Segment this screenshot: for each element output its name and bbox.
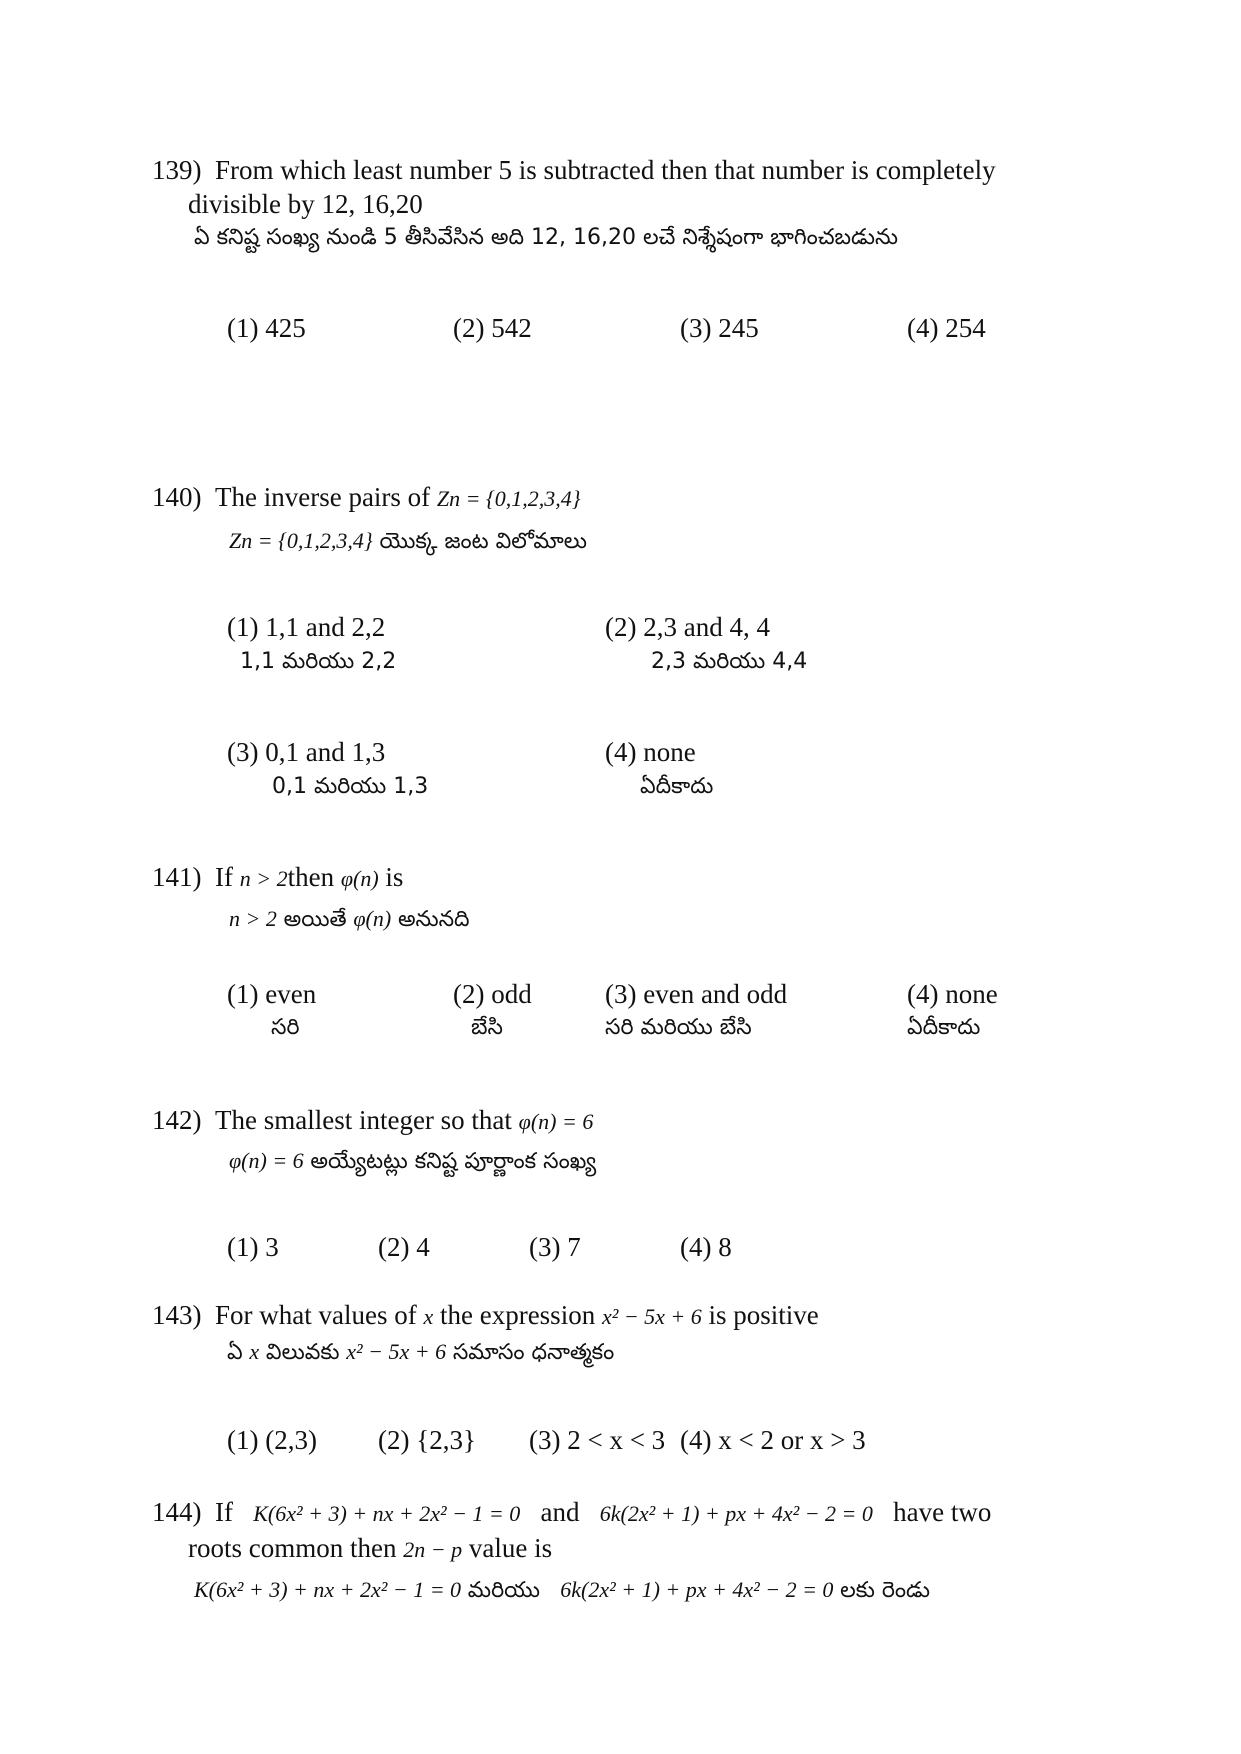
- option-2-telugu: బేసి: [471, 1015, 503, 1040]
- question-number: 144): [152, 1497, 202, 1527]
- option-3-telugu: 0,1 మరియు 1,3: [272, 774, 429, 799]
- math: φ(n) = 6: [518, 1109, 594, 1134]
- option-2[interactable]: (2) {2,3}: [378, 1425, 476, 1455]
- question-number: 142): [152, 1105, 202, 1135]
- option-4[interactable]: (4) none: [907, 979, 998, 1009]
- question-number: 141): [152, 862, 202, 892]
- question-text-telugu: [227, 1334, 614, 1369]
- question-text: The smallest integer so that: [215, 1105, 512, 1135]
- text: is positive: [708, 1300, 819, 1330]
- question-text-telugu: [229, 523, 587, 558]
- telugu-text: యొక్క జంట విలోమాలు: [379, 529, 587, 554]
- option-1[interactable]: (1) (2,3): [227, 1425, 317, 1455]
- text: For what values of: [215, 1300, 417, 1330]
- telugu-text: సమాసం ధనాత్మకం: [452, 1340, 615, 1365]
- telugu-text: విలువకు: [265, 1340, 340, 1365]
- question-number: 139): [152, 155, 202, 185]
- option-4[interactable]: (4) none: [605, 737, 696, 767]
- question-number: 143): [152, 1300, 202, 1330]
- math: Zn = {0,1,2,3,4}: [229, 528, 373, 553]
- option-3[interactable]: (3) 2 < x < 3: [529, 1425, 666, 1455]
- option-4[interactable]: (4) 254: [907, 313, 986, 343]
- option-2[interactable]: (2) odd: [453, 979, 532, 1009]
- text: roots common then: [188, 1533, 397, 1563]
- telugu-text: అనునది: [397, 907, 470, 932]
- question-text-telugu: [229, 1143, 596, 1178]
- option-4[interactable]: (4) 8: [680, 1232, 732, 1262]
- option-3[interactable]: (3) 0,1 and 1,3: [227, 737, 386, 767]
- question-text: The inverse pairs of: [215, 482, 431, 512]
- text: If: [215, 1497, 233, 1527]
- option-4[interactable]: (4) x < 2 or x > 3: [680, 1425, 866, 1455]
- option-3-telugu: సరి మరియు బేసి: [605, 1015, 752, 1040]
- question-text-telugu: [194, 1572, 930, 1607]
- math: φ(n): [353, 906, 392, 931]
- question-144: [152, 1496, 991, 1530]
- math: n > 2: [229, 906, 277, 931]
- telugu-text: అయితే: [283, 907, 347, 932]
- question-text-telugu: ఏ కనిష్ట సంఖ్య నుండి 5 తీసివేసిన అది 12, 16,20 లచే నిశ్శేషంగా భాగించబడును: [194, 225, 899, 250]
- question-142: [152, 1104, 593, 1138]
- math: φ(n): [340, 866, 379, 891]
- math: n > 2: [239, 866, 288, 891]
- option-2[interactable]: (2) 2,3 and 4, 4: [605, 612, 770, 642]
- option-3[interactable]: (3) even and odd: [605, 979, 788, 1009]
- option-1[interactable]: (1) 3: [227, 1232, 279, 1262]
- option-1-telugu: సరి: [271, 1015, 300, 1040]
- telugu-text: మరియు: [467, 1578, 541, 1603]
- question-140: [152, 481, 581, 515]
- math: φ(n) = 6: [229, 1148, 304, 1173]
- math: 6k(2x² + 1) + px + 4x² − 2 = 0: [599, 1501, 873, 1526]
- option-3[interactable]: (3) 245: [680, 313, 759, 343]
- option-1[interactable]: (1) 1,1 and 2,2: [227, 612, 386, 642]
- question-141: [152, 861, 403, 895]
- option-2-telugu: 2,3 మరియు 4,4: [651, 649, 808, 674]
- question-text-cont: divisible by 12, 16,20: [188, 189, 423, 219]
- text: value is: [468, 1533, 553, 1563]
- telugu-text: లకు రెండు: [840, 1578, 930, 1603]
- text: and: [540, 1497, 580, 1527]
- text: If: [215, 862, 233, 892]
- math: x² − 5x + 6: [346, 1339, 447, 1364]
- math: Zn = {0,1,2,3,4}: [436, 486, 581, 511]
- question-text-telugu: [229, 901, 470, 936]
- option-2[interactable]: (2) 4: [378, 1232, 430, 1262]
- option-1-telugu: 1,1 మరియు 2,2: [240, 649, 397, 674]
- math: 6k(2x² + 1) + px + 4x² − 2 = 0: [560, 1577, 834, 1602]
- option-2[interactable]: (2) 542: [453, 313, 532, 343]
- option-1[interactable]: (1) even: [227, 979, 317, 1009]
- text: the expression: [439, 1300, 596, 1330]
- text: is: [385, 862, 404, 892]
- question-text-cont: [188, 1532, 552, 1566]
- text: have two: [893, 1497, 992, 1527]
- telugu-text: ఏ: [227, 1340, 243, 1365]
- math: x² − 5x + 6: [601, 1304, 702, 1329]
- option-4-telugu: ఏదీకాదు: [907, 1015, 981, 1040]
- question-text: From which least number 5 is subtracted then that number is completely: [215, 155, 996, 185]
- option-3[interactable]: (3) 7: [529, 1232, 581, 1262]
- math: 2n − p: [403, 1537, 463, 1562]
- telugu-text: అయ్యేటట్లు కనిష్ట పూర్ణాంక సంఖ్య: [310, 1149, 597, 1174]
- math: K(6x² + 3) + nx + 2x² − 1 = 0: [194, 1577, 462, 1602]
- question-143: [152, 1299, 819, 1333]
- option-4-telugu: ఏదీకాదు: [640, 774, 714, 799]
- question-number: 140): [152, 482, 202, 512]
- math: x: [249, 1339, 260, 1364]
- option-1[interactable]: (1) 425: [227, 313, 306, 343]
- math: K(6x² + 3) + nx + 2x² − 1 = 0: [253, 1501, 521, 1526]
- question-139: [152, 154, 996, 186]
- text: then: [287, 862, 335, 892]
- math: x: [423, 1304, 434, 1329]
